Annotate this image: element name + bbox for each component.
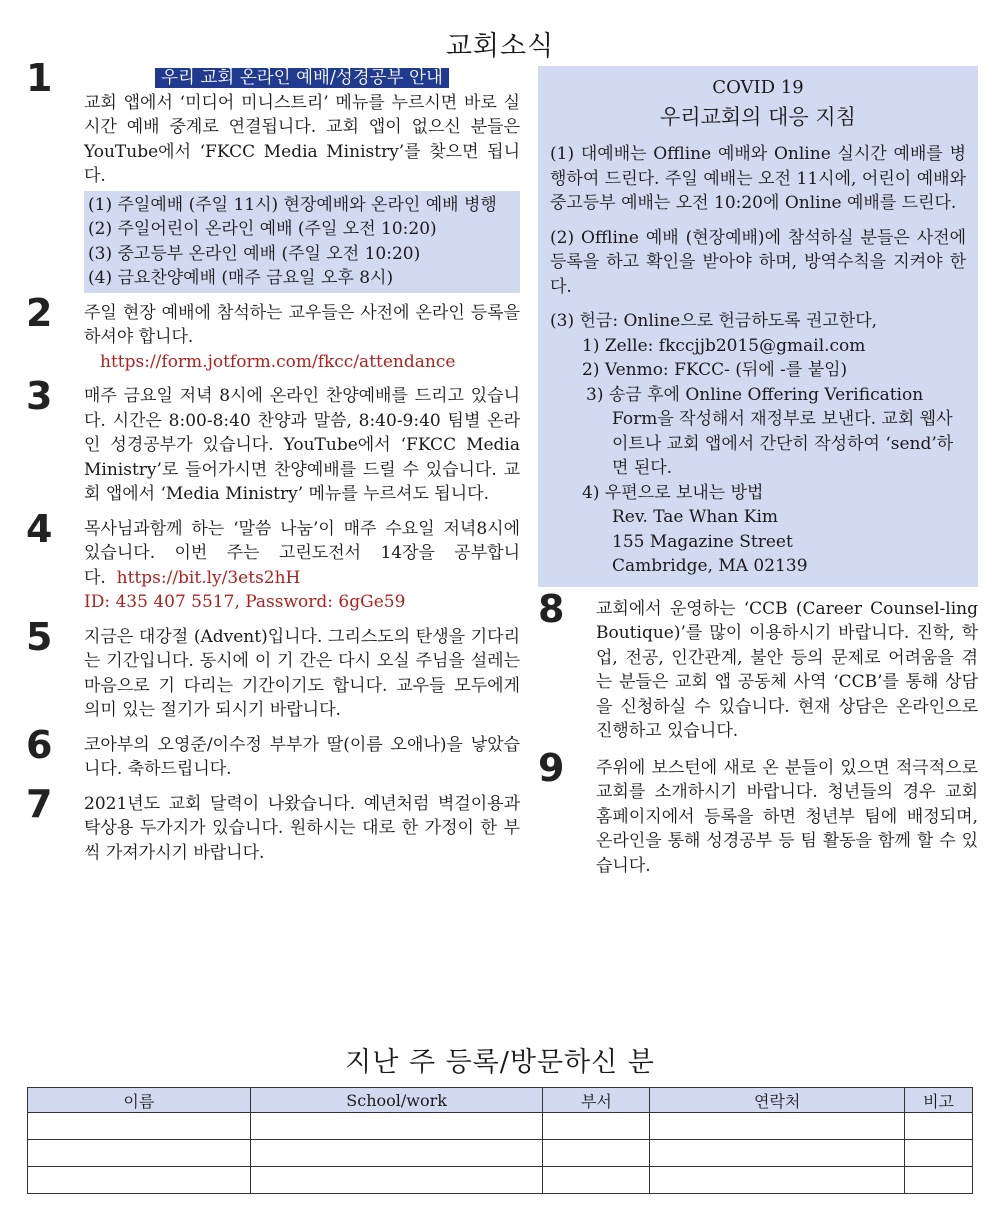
item-text: 주위에 보스턴에 새로 온 분들이 있으면 적극적으로 교회를 소개하시기 바랍니다. 청년들의 경우 교회 홈페이지에서 등록을 하면 청년부 팀에 배정되며, 온라인을 통해 성경공부 등 팀 활동을 함께 할 수 있습니다. [596, 757, 978, 876]
offering-mail: 4) 우편으로 보내는 방법 [582, 482, 764, 503]
list-item: (3) 중고등부 온라인 예배 (주일 오전 10:20) [88, 243, 421, 264]
item-text: 2021년도 교회 달력이 나왔습니다. 예년처럼 벽걸이용과 탁상용 두가지가 있습니다. 원하시는 대로 한 가정이 한 부씩 가져가시기 바랍니다. [84, 793, 520, 863]
covid-subtitle: 우리교회의 대응 지침 [660, 105, 856, 129]
offering-verification: 3) 송금 후에 Online Offering Verification Form을 작성해서 재정부로 보낸다. 교회 웹사이트나 교회 앱에서 간단히 작성하여 ‘send’하면 된다. [586, 384, 954, 478]
guideline-3: (3) 헌금: Online으로 헌금하도록 권고한다, [550, 311, 878, 331]
item-number: 6 [26, 722, 53, 767]
col-header-school-work: School/work [250, 1088, 543, 1113]
covid-title: COVID 19 [712, 77, 804, 98]
mail-name: Rev. Tae Whan Kim [612, 507, 779, 527]
notice-item-9 [538, 745, 978, 879]
list-item: (2) 주일어린이 온라인 예배 (주일 오전 10:20) [88, 219, 437, 239]
item-text: 코아부의 오영준/이수정 부부가 딸(이름 오애나)을 낳았습니다. 축하드립니다. [84, 734, 520, 779]
notice-item-6 [26, 722, 520, 782]
col-header-notes: 비고 [905, 1088, 973, 1113]
mail-street: 155 Magazine Street [612, 531, 793, 552]
mail-city: Cambridge, MA 02139 [612, 556, 808, 576]
covid-guidelines-box [538, 66, 978, 587]
item-number: 9 [538, 745, 565, 790]
left-column [26, 56, 520, 865]
registration-title: 지난 주 등록/방문하신 분 [345, 1047, 655, 1078]
notice-item-8 [538, 586, 978, 744]
table-row [28, 1113, 973, 1140]
offering-zelle: 1) Zelle: fkccjjb2015@gmail.com [582, 335, 866, 356]
list-item: (1) 주일예배 (주일 11시) 현장예배와 온라인 예배 병행 [88, 194, 497, 215]
item-number: 1 [26, 56, 53, 100]
item-number: 4 [26, 506, 53, 551]
right-column [538, 66, 978, 878]
list-item: (4) 금요찬양예배 (매주 금요일 오후 8시) [88, 268, 394, 288]
col-header-department: 부서 [543, 1088, 650, 1113]
offering-venmo: 2) Venmo: FKCC- (뒤에 -를 붙임) [582, 360, 848, 380]
page-title: 교회소식 [445, 31, 555, 62]
item-text: 목사님과함께 하는 ‘말씀 나눔’이 매주 수요일 저녁8시에 있습니다. 이번 주는 고린도전서 14장을 공부합니다. [84, 518, 520, 588]
zoom-link[interactable]: https://bit.ly/3ets2hH [116, 567, 301, 588]
service-list [84, 191, 520, 293]
item-text: 교회에서 운영하는 ‘CCB (Career Counsel-ling Boutique)’를 많이 이용하시기 바랍니다. 진학, 학업, 전공, 인간관계, 불안 등의 문제로 어려움을 겪는 분들은 교회 앱 공동체 사역 ‘CCB’를 통해 상담을 신청하실 수 있습니다. 현재 상담은 온라인으로 진행하고 있습니다. [596, 598, 978, 741]
table-row [28, 1140, 973, 1167]
attendance-link[interactable]: https://form.jotform.com/fkcc/attendance [100, 351, 456, 372]
guideline-1: (1) 대예배는 Offline 예배와 Online 실시간 예배를 병행하여 드린다. 주일 예배는 오전 11시에, 어린이 예배와 중고등부 예배는 오전 10:20에 Online 예배를 드린다. [550, 144, 966, 213]
table-row [28, 1167, 973, 1194]
notice-item-4 [26, 506, 520, 615]
guideline-2: (2) Offline 예배 (현장예배)에 참석하실 분들은 사전에 등록을 하고 확인을 받아야 하며, 방역수칙을 지켜야 한다. [550, 227, 966, 297]
notice-item-2 [26, 290, 520, 375]
item-text: 지금은 대강절 (Advent)입니다. 그리스도의 탄생을 기다리는 기간입니다. 동시에 이 기 간은 다시 오실 주님을 설레는 마음으로 기 다리는 기간이기도 합니다. 교우들 모두에게 의미 있는 절기가 되시기 바랍니다. [84, 626, 520, 720]
item-text: 교회 앱에서 ‘미디어 미니스트리’ 메뉴를 누르시면 바로 실시간 예배 중계로 연결됩니다. 교회 앱이 없으신 분들은 YouTube에서 ‘FKCC Media Ministry’를 찾으면 됩니다. [84, 92, 520, 186]
item-number: 5 [26, 614, 53, 659]
item-text: 매주 금요일 저녁 8시에 온라인 찬양예배를 드리고 있습니다. 시간은 8:00-8:40 찬양과 말씀, 8:40-9:40 팀별 온라인 성경공부가 있습니다. YouTube에서 ‘FKCC Media Ministry’로 들어가시면 찬양예배를 드릴 수 있습니다. 교회 앱에서 ‘Media Ministry’ 메뉴를 누르셔도 됩니다. [84, 386, 520, 504]
notice-item-3 [26, 374, 520, 507]
col-header-name: 이름 [28, 1088, 251, 1113]
registration-table [27, 1087, 973, 1194]
notice-item-7 [26, 781, 520, 866]
table-header-row [28, 1088, 973, 1113]
col-header-contact: 연락처 [650, 1088, 905, 1113]
item-number: 3 [26, 374, 53, 418]
notice-item-1 [26, 56, 520, 293]
item-number: 7 [26, 781, 53, 826]
notice-item-5 [26, 614, 520, 723]
item-text: 주일 현장 예배에 참석하는 교우들은 사전에 온라인 등록을 하셔야 합니다. [84, 302, 520, 347]
meeting-credentials: ID: 435 407 5517, Password: 6gGe59 [84, 592, 406, 612]
item-number: 2 [26, 290, 53, 335]
item-heading: 우리 교회 온라인 예배/성경공부 안내 [155, 68, 449, 88]
item-number: 8 [538, 586, 565, 631]
